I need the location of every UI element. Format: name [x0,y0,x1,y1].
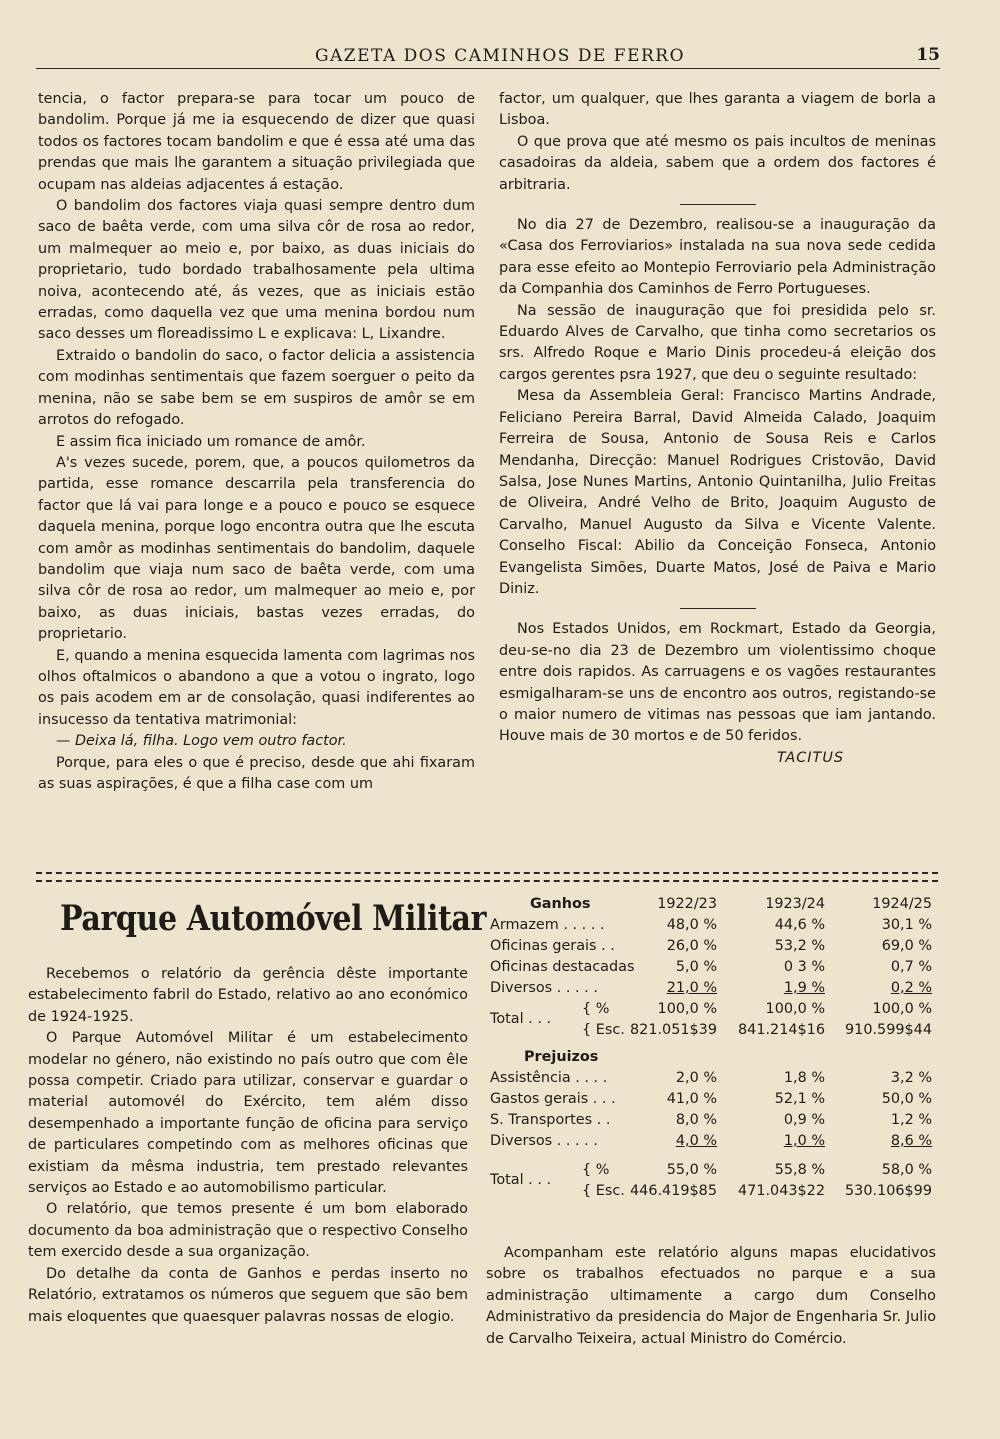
table-cell: 53,2 % [774,938,825,954]
paragraph: No dia 27 de Dezembro, realisou-se a inauguração da «Casa dos Ferroviarios» instalada na sua nova sede cedida para esse efeito ao Montepio Ferroviario pela Administração da Companhia dos Caminhos de Ferro Portugueses. [499,217,936,298]
table-row [490,938,940,959]
table-cell: 8,0 % [675,1112,717,1128]
table-cell: 2,0 % [675,1070,717,1086]
table-cell: 910.599$44 [845,1022,932,1038]
row-label: Oficinas destacadas [490,959,635,975]
page-number: 15 [916,45,940,65]
paragraph: Porque, para eles o que é preciso, desde que ahi fixaram as suas aspirações, é que a filha case com um [38,754,475,792]
table-cell: 0,9 % [783,1112,825,1128]
paragraph: E assim fica iniciado um romance de amôr. [56,433,366,450]
page-header-title: GAZETA DOS CAMINHOS DE FERRO [314,46,686,66]
paragraph: tencia, o factor prepara-se para tocar um pouco de bandolim. Porque já me ia esquecendo de dizer que quasi todos os factores tocam bandolim e que é essa até uma das prendas que mais lhe garantem a situação privilegiada que ocupam nas aldeias adjacentes á estação. [38,91,475,193]
header-rule [36,68,940,69]
table-cell: 100,0 % [765,1001,825,1017]
paragraph: O Parque Automóvel Militar é um estabelecimento modelar no género, não existindo no país outro que com êle possa competir. Criado para utilizar, conservar e guardar o material automovél do Exército, tem além disso desempenhado a importante função de oficina para serviço de particulares competindo com as melhores oficinas que existiam da mêsma industria, tem prestado relevantes serviços ao Estado e ao automobilismo particular. [28,1030,468,1197]
table-cell: 821.051$39 [630,1022,717,1038]
paragraph: Nos Estados Unidos, em Rockmart, Estado da Georgia, deu-se-no dia 23 de Dezembro um violentissimo choque entre dois rapidos. As carruagens e os vagões restaurantes esmigalharam-se uns de encontro aos outros, registando-se o maior numero de vitimas nas pessoas que iam jantando. Houve mais de 30 mortos e de 50 feridos. [499,621,936,745]
row-label: Oficinas gerais . . [490,938,615,954]
table-row [490,917,940,938]
row-label: S. Transportes . . [490,1112,611,1128]
accounts-table [490,896,940,1204]
paragraph: factor, um qualquer, que lhes garanta a viagem de borla a Lisboa. [499,91,936,129]
paragraph: Na sessão de inauguração que foi presidida pelo sr. Eduardo Alves de Carvalho, que tinha como secretarios os srs. Alfredo Roque e Mario Dinis procedeu-á eleição dos cargos gerentes psra 1927, que deu o seguinte resultado: [499,302,936,383]
table-cell: 3,2 % [890,1070,932,1086]
table-cell: 52,1 % [774,1091,825,1107]
table-cell: 26,0 % [666,938,717,954]
table-row [490,1133,940,1154]
section-row [490,1049,940,1070]
table-cell: 471.043$22 [738,1183,825,1199]
table-header-row [490,896,940,917]
dashed-rule [36,872,938,874]
section-separator [680,608,756,609]
table-cell: 50,0 % [881,1091,932,1107]
table-cell: 100,0 % [872,1001,932,1017]
paragraph: Extraido o bandolin do saco, o factor delicia a assistencia com modinhas sentimentais que fazem soerguer o peito da menina, não se sabe bem se em suspiros de amôr se em arrotos do refogado. [38,347,475,429]
paragraph: E, quando a menina esquecida lamenta com lagrimas nos olhos oftalmicos o abandono a que a votou o ingrato, logo os pais acodem em ar de consolação, quasi indiferentes ao insucesso da tentativa matrimonial: [38,647,475,728]
article-body [28,964,468,1328]
table-cell: 69,0 % [881,938,932,954]
row-label: Armazem . . . . . [490,917,605,933]
table-cell: 1,0 % [783,1133,825,1149]
table-cell: 55,8 % [774,1162,825,1178]
total-label: Total . . . [490,1172,552,1188]
row-label: Diversos . . . . . [490,980,598,996]
table-cell: 0,7 % [890,959,932,975]
paragraph: O que prova que até mesmo os pais incultos de meninas casadoiras da aldeia, sabem que a ordem dos factores é arbitraria. [499,133,936,193]
article-body-continued [486,1243,936,1350]
column-header: 1923/24 [765,896,825,912]
section-label-prejuizos: Prejuizos [524,1049,599,1065]
total-label: Total . . . [490,1011,552,1027]
prejuizos-rows [490,1070,940,1154]
table-cell: 841.214$16 [738,1022,825,1038]
total-pct-label: { % [582,1162,610,1178]
column-header: 1924/25 [872,896,932,912]
table-cell: 21,0 % [666,980,717,996]
table-cell: 8,6 % [890,1133,932,1149]
table-row [490,1112,940,1133]
column-right [499,89,936,769]
table-cell: 44,6 % [774,917,825,933]
section-separator [680,204,756,205]
table-total-row [490,1001,940,1043]
ganhos-rows [490,917,940,1001]
paragraph: Recebemos o relatório da gerência dêste importante estabelecimento fabril do Estado, relativo ao ano económico de 1924-1925. [28,966,468,1025]
row-label: Diversos . . . . . [490,1133,598,1149]
section-label-ganhos: Ganhos [530,896,591,912]
paragraph: Mesa da Assembleia Geral: Francisco Martins Andrade, Feliciano Pereira Barral, David Almeida Calado, Joaquim Ferreira de Sousa, Antonio de Sousa Reis e Carlos Mendanha, Direcção: Manuel Rodrigues Cristovão, David Salsa, Jose Nunes Martins, Antonio Quintanilha, Julio Freitas de Oliveira, André Velho de Brito, Joaquim Augusto de Carvalho, Manuel Augusto da Silva e Vicente Valente. Conselho Fiscal: Abilio da Conceição Fonseca, Antonio Evangelista Simões, Duarte Matos, José de Paiva e Mario Diniz. [499,388,936,597]
table-cell: 0 3 % [783,959,825,975]
dashed-rule [36,880,938,882]
column-header: 1922/23 [657,896,717,912]
table-cell: 58,0 % [881,1162,932,1178]
paragraph: O relatório, que temos presente é um bom elaborado documento da boa administração que o respectivo Conselho tem exercido desde a sua organização. [28,1201,468,1261]
row-label: Assistência . . . . [490,1070,608,1086]
table-row [490,959,940,980]
quote: — Deixa lá, filha. Logo vem outro factor. [56,733,347,750]
paragraph: Acompanham este relatório alguns mapas elucidativos sobre os trabalhos efectuados no parque e a sua administração ultimamente a cargo dum Conselho Administrativo da presidencia do Major de Engenharia Sr. Julio de Carvalho Teixeira, actual Ministro do Comércio. [486,1245,936,1347]
table-cell: 4,0 % [675,1133,717,1149]
total-esc-label: { Esc. [582,1022,625,1038]
signature: TACITUS [776,749,844,766]
article-title: Parque Automóvel Militar [60,898,487,939]
table-row [490,1091,940,1112]
paragraph: Do detalhe da conta de Ganhos e perdas inserto no Relatório, extratamos os números que seguem que são bem mais eloquentes que quaesquer palavras nossas de elogio. [28,1265,468,1325]
table-cell: 55,0 % [666,1162,717,1178]
table-row [490,1070,940,1091]
table-total-row [490,1162,940,1204]
table-cell: 0,2 % [890,980,932,996]
table-cell: 100,0 % [657,1001,717,1017]
table-cell: 530.106$99 [845,1183,932,1199]
table-cell: 41,0 % [666,1091,717,1107]
table-cell: 1,8 % [783,1070,825,1086]
table-cell: 1,9 % [783,980,825,996]
row-label: Gastos gerais . . . [490,1091,616,1107]
total-esc-label: { Esc. [582,1183,625,1199]
table-cell: 48,0 % [666,917,717,933]
table-cell: 446.419$85 [630,1183,717,1199]
table-row [490,980,940,1001]
total-pct-label: { % [582,1001,610,1017]
table-cell: 5,0 % [675,959,717,975]
table-cell: 30,1 % [881,917,932,933]
paragraph: O bandolim dos factores viaja quasi sempre dentro dum saco de baêta verde, com uma silva côr de rosa ao redor, um malmequer ao meio e, por baixo, as duas iniciais do proprietario, tudo bordado trabalhosamente pela ultima noiva, acontecendo até, ás vezes, que as iniciais estão erradas, como daquella vez que uma menina bordou num saco desses um floreadissimo L e explicava: L, Lixandre. [38,198,475,343]
paragraph: A's vezes sucede, porem, que, a poucos quilometros da partida, esse romance descarrila pela transferencia do factor que lá vai para longe e a pouco e pouco se esquece daquela menina, porque logo encontra outra que lhe escuta com amôr as modinhas sentimentais do bandolim, daquele bandolim que viaja num saco de baêta verde, com uma silva côr de rosa ao redor, um malmequer ao meio e, por baixo, as duas iniciais, bastas vezes erradas, do proprietario. [38,454,475,643]
column-left [38,89,475,795]
table-cell: 1,2 % [890,1112,932,1128]
